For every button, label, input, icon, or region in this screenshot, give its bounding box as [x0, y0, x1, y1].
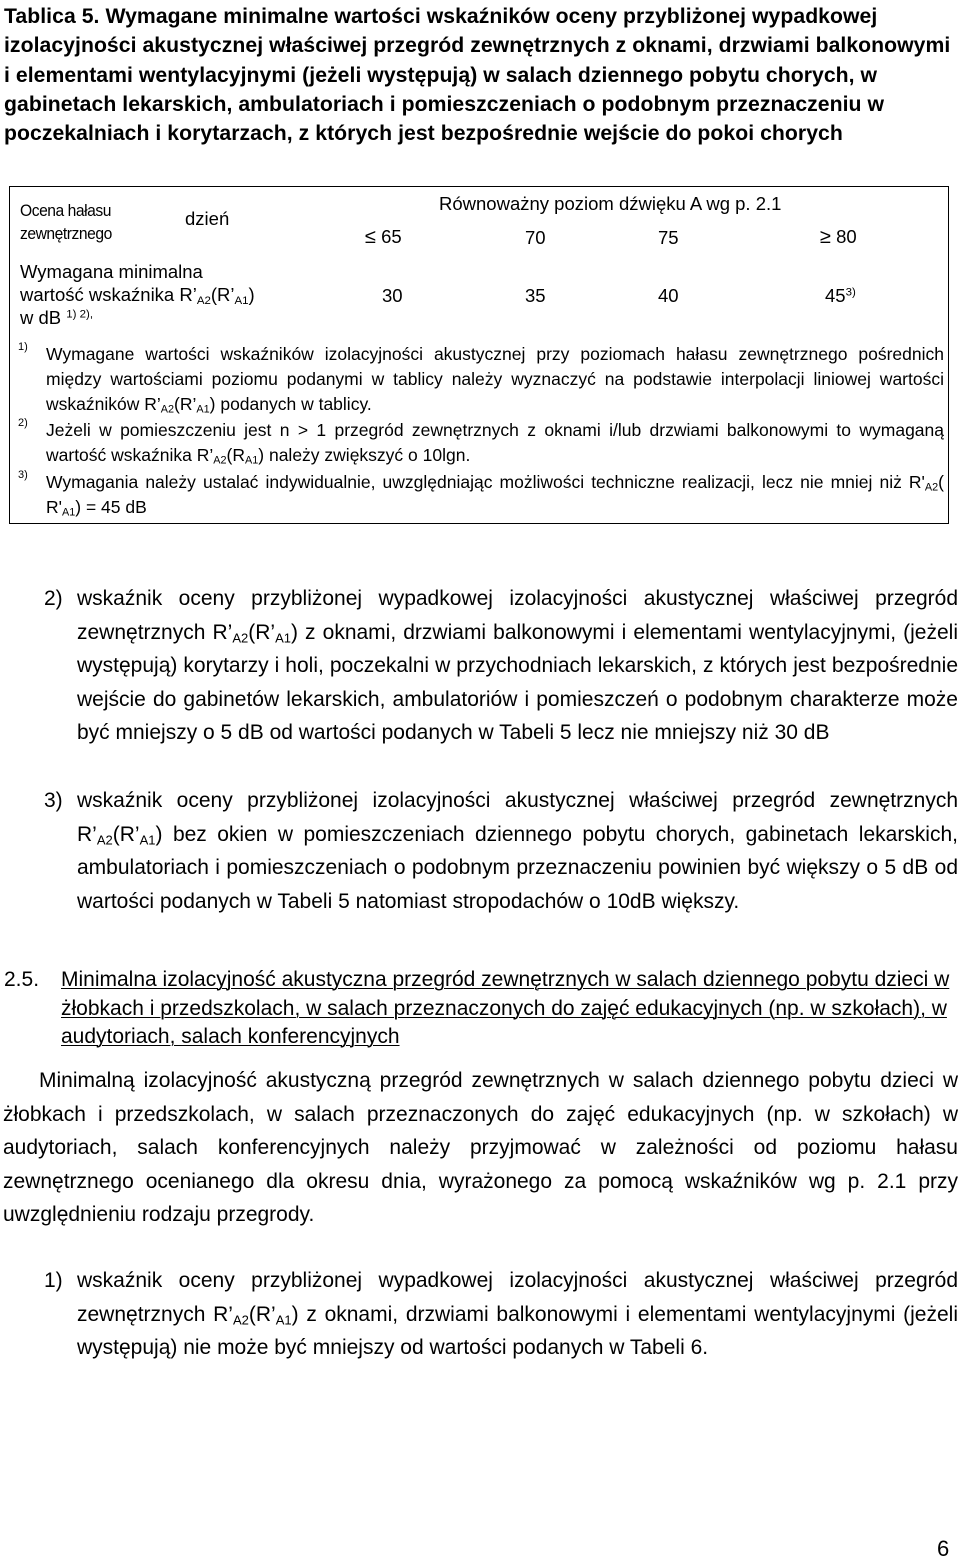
unit-label: w dB — [20, 307, 62, 328]
list-item-2: 2) wskaźnik oceny przybliżonej wypadkowej izolacyjności akustycznej właściwej przegród zewnętrznych $R’_{A2}(R’_{A1})$ z oknami, drzwiami balkonowymi i elementami wentylacyjnymi, (jeżeli występują) korytarzy i holi, poczekalni w przychodniach lekarskich, z których jest bezpośrednie wejście do gabinetów lekarskich, ambulatoriów i pomieszczeń o podobnym charakterze może być mniejszy o 5 dB od wartości podanych w Tabeli 5 lecz nie mniejszy niż 30 dB — [77, 582, 958, 750]
footnote-3: 3) Wymagania należy ustalać indywidualnie, uwzględniając możliwości techniczne realizacji, lecz nie mniej niż $R'_{A2}$( $R'_{A1}) = 45$ dB — [18, 470, 944, 520]
item-text-tail: ) bez okien w pomieszczeniach dziennego pobytu chorych, gabinetach lekarskich, ambulatoriach i pomieszczeniach o podobnym przeznaczeniu powinien być większy o 5 dB od wartości podanych w Tabeli 5 natomiast stropodachów o 10dB większy. — [77, 822, 958, 913]
level-header: Równoważny poziom dźwięku A wg p. 2.1 — [439, 193, 782, 214]
list-number: 2) — [44, 587, 63, 610]
level-65 — [365, 226, 402, 249]
footnote-marker: 3) — [18, 469, 28, 481]
subscript-a1: A1 — [61, 506, 76, 519]
subscript-a1: A1 — [139, 831, 156, 847]
subscript-a2: A2 — [196, 294, 211, 307]
period-label: dzień — [185, 208, 230, 229]
item-text: wskaźnik oceny przybliżonej izolacyjności akustycznej właściwej przegród zewnętrznych R’ — [77, 789, 958, 846]
footnote-marker: 2) — [18, 417, 28, 429]
value-30: 30 — [382, 285, 403, 306]
required-value-label-line2: wartość wskaźnika $R’_{A2}(R’_{A1})$ — [20, 284, 255, 307]
footnote-tail: ) należy zwiększyć o 10lgn. — [258, 445, 471, 465]
item-text: wskaźnik oceny przybliżonej wypadkowej izolacyjności akustycznej właściwej przegród zewnętrznych R’ — [77, 1269, 958, 1326]
subscript-a1: A1 — [196, 403, 210, 416]
footnote-text: Wymagane wartości wskaźników izolacyjności akustycznej przy poziomach hałasu zewnętrznego pośrednich między wartościami poziomu podanymi w tablicy należy wyznaczyć na podstawie interpolacji liniowej wartości wskaźników R’ — [46, 344, 944, 414]
value-40: 40 — [658, 285, 679, 306]
footnote-2: 2) Jeżeli w pomieszczeniu jest n > 1 przegród zewnętrznych z oknami i/lub drzwiami balkonowymi to wymaganą wartość wskaźnika $R’_{A2}(R_{A1})$ należy zwiększyć o 10lgn. — [18, 418, 944, 468]
subscript-a1: A1 — [234, 294, 249, 307]
footnote-text: Wymagania należy ustalać indywidualnie, uwzględniając możliwości techniczne realizacji, lecz nie mniej niż R' — [46, 472, 925, 492]
item-text-tail: ) z oknami, drzwiami balkonowymi i elementami wentylacyjnymi, (jeżeli występują) korytarzy i holi, poczekalni w przychodniach lekarskich, z których jest bezpośrednie wejście do gabinetów lekarskich, ambulatoriów i pomieszczeń o podobnym charakterze może być mniejszy o 5 dB od wartości podanych w Tabeli 5 lecz nie mniejszy niż 30 dB — [77, 620, 958, 745]
label-prefix: wartość wskaźnika R’ — [20, 284, 197, 305]
caption-text: Wymagane minimalne wartości wskaźników oceny przybliżonej wypadkowej izolacyjności akustycznej właściwej przegród zewnętrznych z oknami, drzwiami balkonowymi i elementami wentylacyjnymi (jeżeli występują) w salach dziennego pobytu chorych, w gabinetach lekarskich, ambulatoriach i pomieszczeniach o podobnym przeznaczeniu w poczekalniach i korytarzach, z których jest bezpośrednie wejście do pokoi chorych — [4, 5, 951, 146]
subscript-a2: A2 — [213, 454, 227, 467]
subscript-a1: A1 — [245, 454, 259, 467]
footnote-refs: 1) 2), — [66, 308, 94, 321]
subscript-a2: A2 — [232, 629, 249, 645]
list-item-3: 3) wskaźnik oceny przybliżonej izolacyjności akustycznej właściwej przegród zewnętrznych $R’_{A2}(R’_{A1})$ bez okien w pomieszczeniach dziennego pobytu chorych, gabinetach lekarskich, ambulatoriach i pomieszczeniach o podobnym przeznaczeniu powinien być większy o 5 dB od wartości podanych w Tabeli 5 natomiast stropodachów o 10dB większy. — [77, 784, 958, 918]
list-item-1: 1) wskaźnik oceny przybliżonej wypadkowej izolacyjności akustycznej właściwej przegród zewnętrznych $R’_{A2}(R’_{A1})$ z oknami, drzwiami balkonowymi i elementami wentylacyjnymi (jeżeli występują) nie może być mniejszy od wartości podanych w Tabeli 6. — [77, 1264, 958, 1365]
requirements-table — [9, 186, 949, 524]
section-paragraph: Minimalną izolacyjność akustyczną przegród zewnętrznych w salach dziennego pobytu dzieci w żłobkach i przedszkolach, w salach przeznaczonych do zajęć edukacyjnych (np. w szkołach) w audytoriach, salach konferencyjnych należy przyjmować w zależności od poziomu hałasu zewnętrznego ocenianego dla okresu dnia, wyrażonego za pomocą wskaźników wg p. 2.1 przy uwzględnieniu rodzaju przegrody. — [3, 1069, 958, 1227]
footnote-tail: ) podanych w tablicy. — [209, 394, 372, 414]
subscript-a1: A1 — [275, 629, 291, 645]
required-value-label-line3 — [20, 306, 255, 329]
list-number: 3) — [44, 789, 63, 812]
table-caption — [4, 2, 952, 148]
level-value: 80 — [836, 226, 857, 247]
footnote-text: Jeżeli w pomieszczeniu jest n > 1 przegród zewnętrznych z oknami i/lub drzwiami balkonowymi to wymaganą wartość wskaźnika R’ — [46, 420, 944, 465]
level-75: 75 — [658, 227, 679, 248]
noise-rating-label: Ocena hałasu zewnętrznego — [20, 201, 112, 243]
subscript-a2: A2 — [924, 481, 939, 494]
level-70: 70 — [525, 227, 546, 248]
value: 45 — [825, 285, 846, 306]
section-title: Minimalna izolacyjność akustyczna przegród zewnętrznych w salach dziennego pobytu dzieci w żłobkach i przedszkolach, w salach przeznaczonych do zajęć edukacyjnych (np. w szkołach), w audytoriach, salach konferencyjnych — [61, 968, 950, 1048]
value-35: 35 — [525, 285, 546, 306]
section-number: 2.5. — [4, 968, 40, 991]
subscript-a2: A2 — [96, 831, 113, 847]
level-80 — [820, 226, 857, 249]
page-number: 6 — [937, 1536, 950, 1561]
list-number: 1) — [44, 1269, 63, 1292]
required-value-label — [20, 260, 255, 329]
footnote-marker: 1) — [18, 341, 28, 353]
level-value: 65 — [381, 226, 402, 247]
value-45 — [825, 285, 856, 307]
section-heading — [4, 966, 958, 1052]
item-text: wskaźnik oceny przybliżonej wypadkowej izolacyjności akustycznej właściwej przegród zewnętrznych R’ — [77, 587, 958, 644]
item-text-tail: ) z oknami, drzwiami balkonowymi i elementami wentylacyjnymi (jeżeli występują) nie może być mniejszy od wartości podanych w Tabeli 6. — [77, 1302, 958, 1360]
required-value-label-line1: Wymagana minimalna — [20, 261, 203, 282]
subscript-a2: A2 — [160, 403, 175, 416]
less-equal-symbol: ≤ — [365, 226, 376, 248]
greater-equal-symbol: ≥ — [820, 226, 831, 248]
footnote-ref: 3) — [845, 286, 856, 299]
subscript-a2: A2 — [232, 1311, 249, 1327]
caption-label: Tablica 5. — [4, 5, 100, 28]
footnote-1: 1) Wymagane wartości wskaźników izolacyjności akustycznej przy poziomach hałasu zewnętrznego pośrednich między wartościami poziomu podanymi w tablicy należy wyznaczyć na podstawie interpolacji liniowej wartości wskaźników $R’_{A2}(R’_{A1})$ podanych w tablicy. — [18, 342, 944, 417]
footnote-tail: ) = 45 dB — [75, 497, 147, 517]
subscript-a1: A1 — [275, 1311, 292, 1327]
